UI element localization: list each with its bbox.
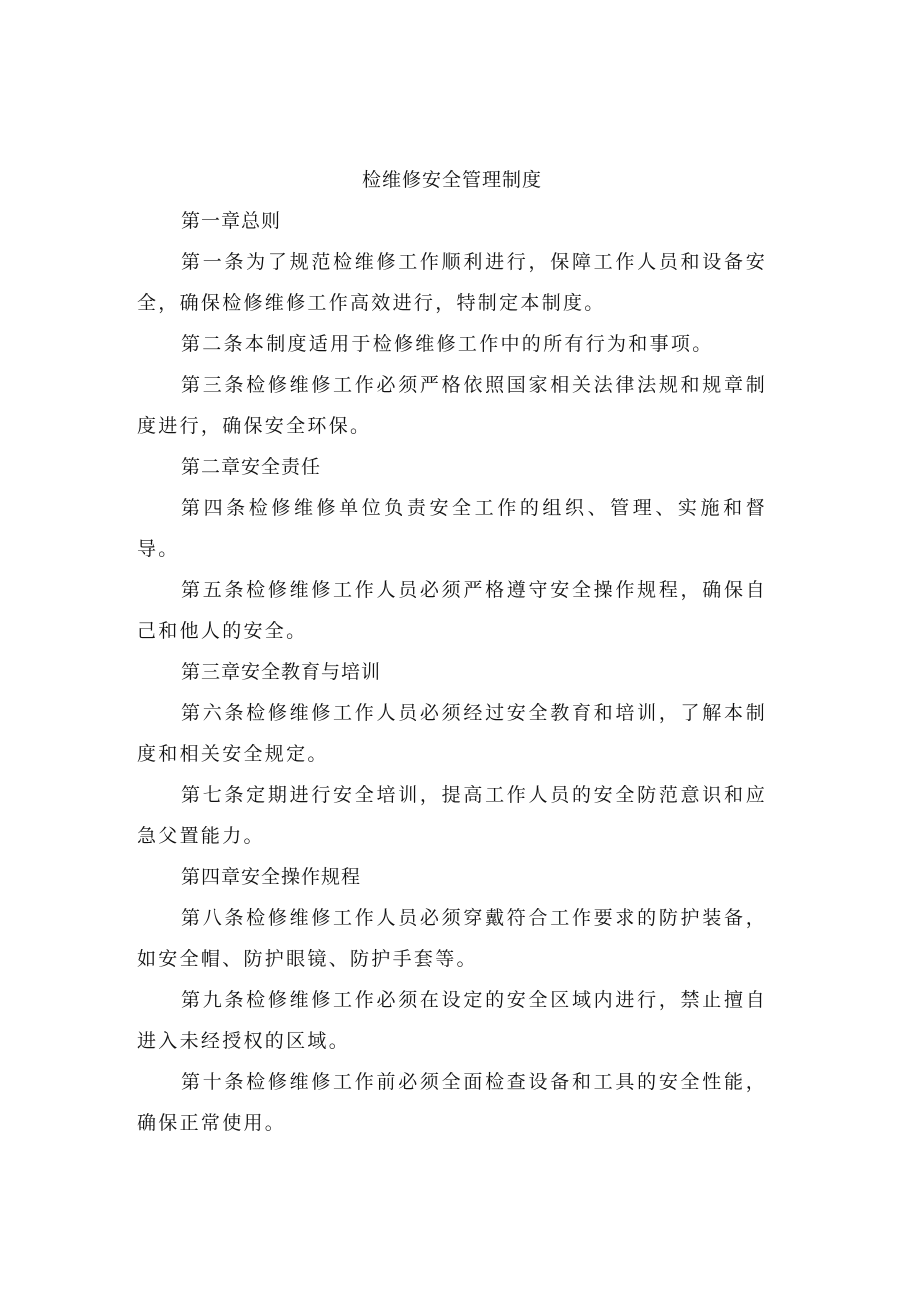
article-paragraph: 第九条检修维修工作必须在设定的安全区域内进行，禁止擅自进入未经授权的区域。: [137, 989, 767, 1052]
document-title: 检维修安全管理制度: [361, 169, 542, 191]
article-paragraph: 第六条检修维修工作人员必须经过安全教育和培训，了解本制度和相关安全规定。: [137, 702, 767, 765]
chapter-heading: 第一章总则: [181, 210, 282, 232]
article-paragraph: 第七条定期进行安全培训，提高工作人员的安全防范意识和应急父置能力。: [137, 784, 767, 847]
article-paragraph: 第一条为了规范检维修工作顺利进行，保障工作人员和设备安全，确保检修维修工作高效进行，特制定本制度。: [137, 251, 767, 314]
article-paragraph: 第五条检修维修工作人员必须严格遵守安全操作规程，确保自己和他人的安全。: [137, 579, 767, 642]
article-paragraph: 第二条本制度适用于检修维修工作中的所有行为和事项。: [181, 333, 714, 355]
chapter-heading: 第二章安全责任: [181, 456, 322, 478]
article-paragraph: 第八条检修维修工作人员必须穿戴符合工作要求的防护装备，如安全帽、防护眼镜、防护手套等。: [137, 907, 767, 970]
chapter-heading: 第四章安全操作规程: [181, 866, 362, 888]
article-paragraph: 第十条检修维修工作前必须全面检查设备和工具的安全性能，确保正常使用。: [137, 1071, 767, 1134]
article-paragraph: 第三条检修维修工作必须严格依照国家相关法律法规和规章制度进行，确保安全环保。: [137, 374, 767, 437]
chapter-heading: 第三章安全教育与培训: [181, 661, 382, 683]
article-paragraph: 第四条检修维修单位负责安全工作的组织、管理、实施和督导。: [137, 497, 767, 560]
document-body: [137, 160, 767, 1144]
